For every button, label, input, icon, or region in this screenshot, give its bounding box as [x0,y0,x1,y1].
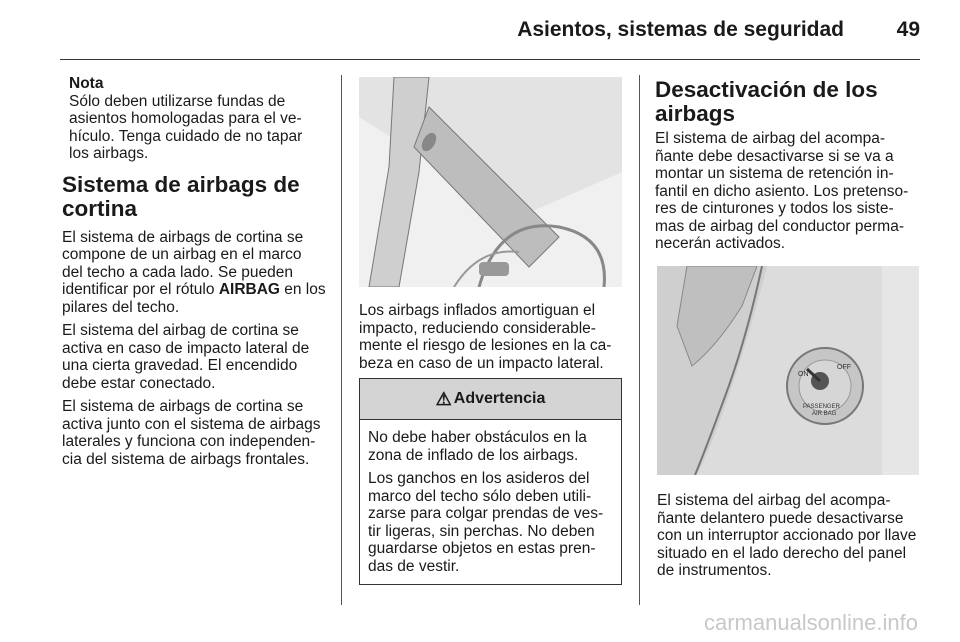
column-divider-1 [341,75,342,605]
warning-paragraph: Los ganchos en los asideros del marco del techo sólo deben utili- zarse para colgar prendas de ves- tir ligeras, sin perchas. No deben guardarse objetos en estas pren- das de vestir. [368,470,604,575]
warning-paragraph: No debe haber obstáculos en la zona de inflado de los airbags. [368,429,587,464]
paragraph: El sistema de airbags de cortina se activa junto con el sistema de airbags laterales y funciona con independen- cia del sistema de airbags frontales. [62,398,321,468]
airbag-label: AIRBAG [218,281,280,298]
page-header-title: Asientos, sistemas de seguridad [517,18,844,41]
note-block [62,75,326,163]
page-number: 49 [896,18,920,41]
text-run: El sistema de airbags de cortina se compone de un airbag en el marco del techo a cada lado. Se pueden identificar por el rótulo [62,228,304,298]
warning-body [360,420,621,590]
warning-icon: ⚠ [435,388,452,409]
note-text: Sólo deben utilizarse fundas de asientos homologadas para el ve- hículo. Tenga cuidado de no tapar los airbags. [69,92,303,162]
curtain-airbag-illustration [359,77,622,287]
warning-title: Advertencia [453,390,546,407]
section-heading-deactivation: Desactivación de los airbags [655,77,878,126]
paragraph [62,229,326,317]
column-1 [62,75,326,474]
column-3 [655,78,920,259]
airbag-switch-illustration [657,266,919,475]
header-rule [60,59,920,60]
paragraph: El sistema de airbag del acompa- ñante debe desactivarse si se va a montar un sistema de retención in- fantil en dicho asiento. Los pretenso- res de cinturones y todos los siste- mas de airbag del conductor perma- necerán activados. [655,130,909,252]
column-2-caption: Los airbags inflados amortiguan el impacto, reduciendo considerable- mente el riesgo de lesiones en la ca- beza en caso de un impacto lateral. [359,302,612,372]
airbag-illustration-svg [359,77,622,287]
section-heading-curtain-airbags: Sistema de airbags de cortina [62,171,300,221]
switch-illustration-svg [657,266,919,475]
warning-box [359,378,622,585]
switch-off-label: OFF [837,364,851,371]
column-3-paragraph-2: El sistema del airbag del acompa- ñante delantero puede desactivarse con un interruptor accionado por llave situado en el lado derecho del panel de instrumentos. [657,492,917,579]
switch-on-label: ON [798,371,809,378]
note-title: Nota [69,75,104,92]
text-run: en los pilares del techo. [62,281,326,316]
warning-header [360,379,621,420]
switch-airbag-label: AIR BAG [812,411,837,417]
paragraph: El sistema del airbag de cortina se activa en caso de impacto lateral de una cierta gravedad. El encendido debe estar conectado. [62,322,310,392]
switch-passenger-label: PASSENGER [803,404,840,410]
watermark: carmanualsonline.info [703,610,918,635]
column-divider-2 [639,75,640,605]
